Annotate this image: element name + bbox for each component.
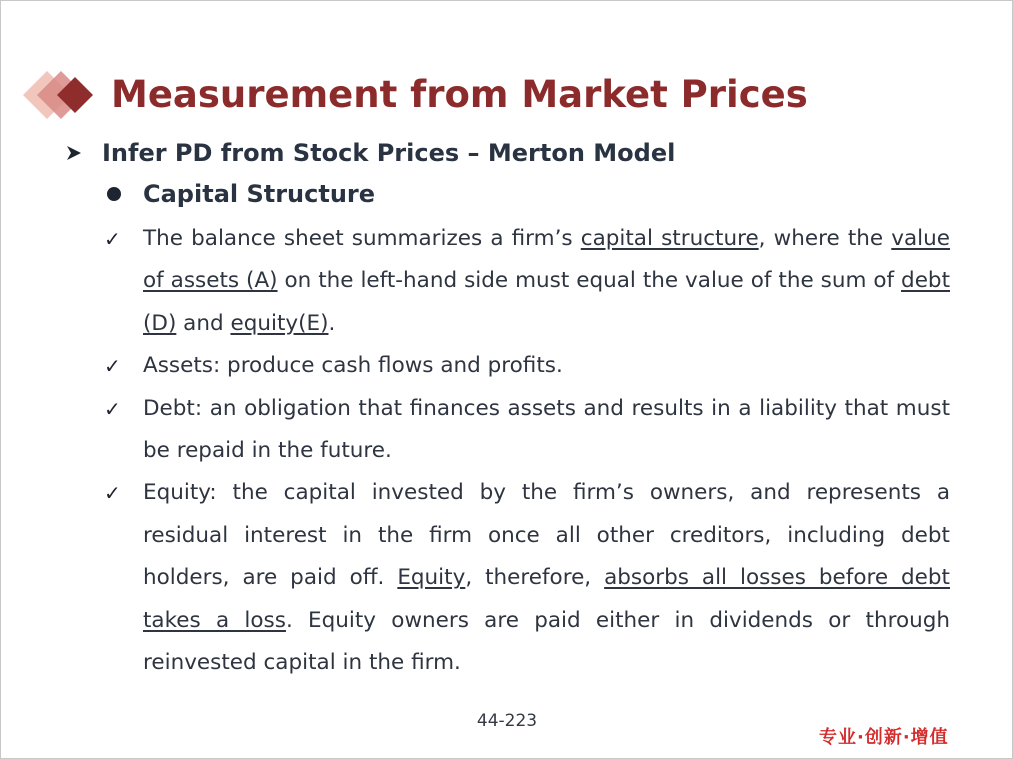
slide-title: Measurement from Market Prices [111,73,808,116]
arrowhead-bullet-icon [65,144,83,162]
text-run: Debt: an obligation that finances assets and results in a liability that must be repaid in the future. [143,395,950,464]
checkmark-icon: ✓ [104,481,121,506]
slogan: 专业·创新·增值 [819,727,949,748]
underlined-term: debt (D) [143,268,950,336]
underlined-term: equity(E) [230,310,329,336]
text-run: . Equity owners are paid either in dividends or through reinvested capital in the firm. [143,607,950,676]
check-item-text [143,388,950,473]
text-run: The balance sheet summarizes a firm’s [143,226,581,251]
text-run: . [328,310,336,336]
text-run: and [176,310,231,336]
page-number: 44-223 [476,711,538,731]
check-item-text [143,345,950,387]
underlined-term: absorbs all losses before debt takes a loss [143,565,950,633]
diamond-logo-icon [21,67,97,123]
text-run: Assets: produce cash flows and profits. [143,353,563,379]
check-item [101,388,950,473]
checkmark-icon: ✓ [104,227,121,251]
checkmark-icon: ✓ [104,396,121,421]
text-run: on the left-hand side must equal the value of the sum of [277,268,902,294]
text-run: , where the [758,226,892,251]
check-item [101,218,950,345]
text-run: , therefore, [465,565,605,591]
underlined-term: value of assets (A) [143,226,950,294]
check-item-text [143,218,950,345]
level2-bullet-text: Capital Structure [143,180,376,208]
filled-circle-bullet-icon [107,187,121,201]
checkmark-icon: ✓ [104,354,121,379]
underlined-term: capital structure [580,226,759,251]
check-item-list [101,218,950,684]
underlined-term: Equity [397,565,466,591]
check-item [101,345,950,387]
text-run: Equity: the capital invested by the firm’s owners, and represents a residual interest in the firm once all other creditors, including debt holders, are paid off. [143,480,950,591]
check-item-text [143,472,950,684]
check-item [101,472,950,684]
level1-bullet-text: Infer PD from Stock Prices – Merton Model [102,139,676,167]
